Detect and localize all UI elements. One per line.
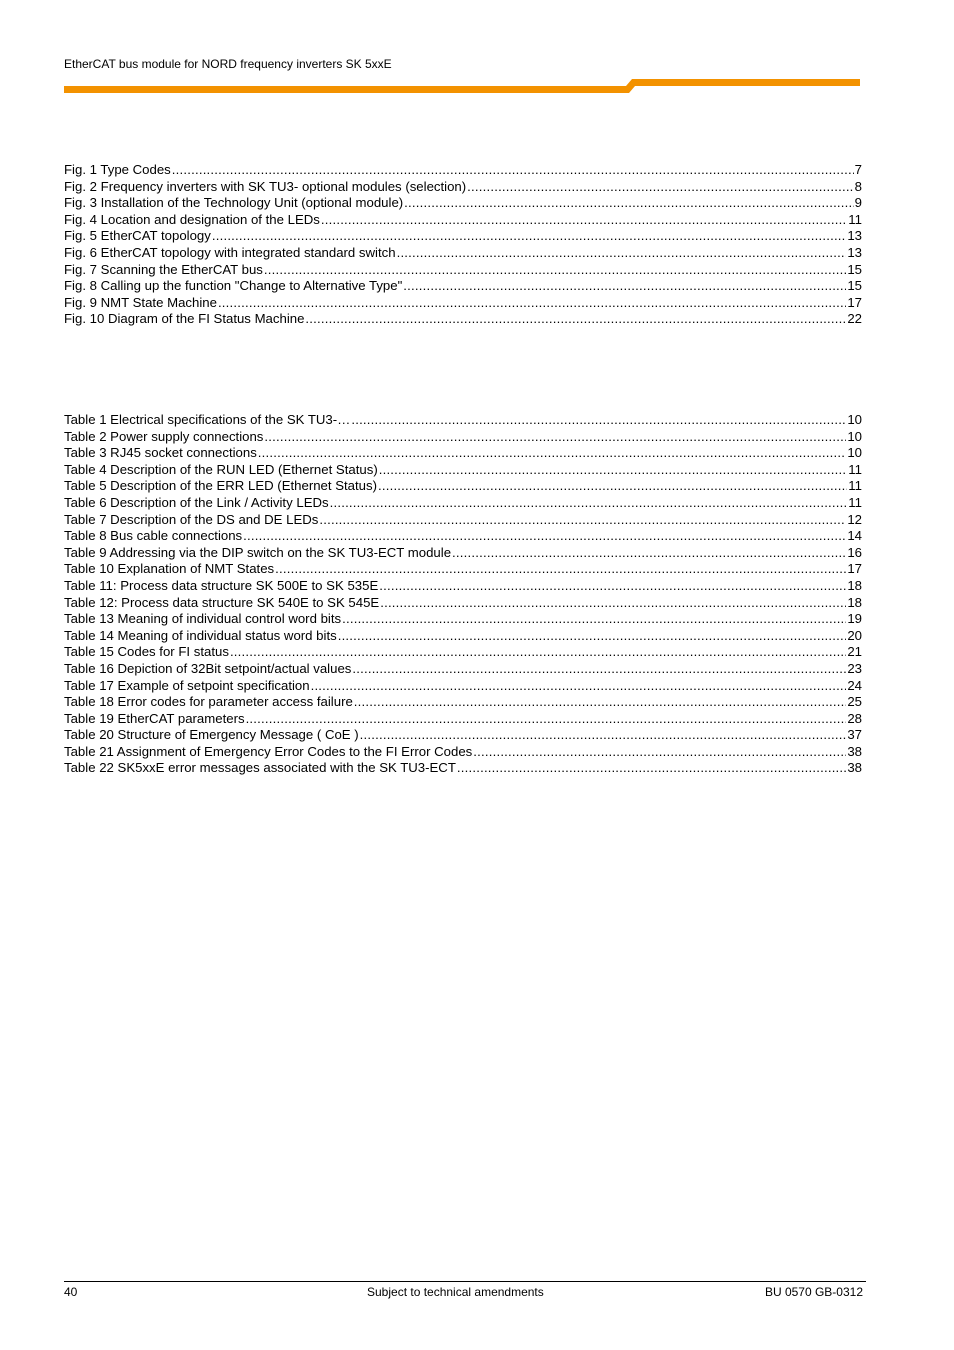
toc-entry-page: 20 — [847, 627, 862, 643]
toc-entry-table[interactable] — [64, 578, 862, 595]
toc-entry-label: Table 20 Structure of Emergency Message ( CoE ) — [64, 727, 359, 743]
toc-entry-page: 38 — [847, 743, 862, 759]
toc-entry-label: Table 3 RJ45 socket connections — [64, 445, 257, 461]
toc-leader-dots — [338, 628, 847, 645]
toc-entry-page: 8 — [854, 178, 862, 194]
list-of-tables — [64, 412, 862, 777]
toc-entry-label: Table 18 Error codes for parameter access failure — [64, 694, 353, 710]
toc-leader-dots — [311, 678, 847, 695]
toc-entry-label: Table 8 Bus cable connections — [64, 528, 243, 544]
toc-entry-table[interactable] — [64, 628, 862, 645]
toc-entry-label: Fig. 9 NMT State Machine — [64, 294, 217, 310]
toc-entry-page: 15 — [847, 261, 862, 277]
toc-leader-dots — [212, 228, 846, 245]
toc-entry-table[interactable] — [64, 678, 862, 695]
toc-entry-label: Fig. 8 Calling up the function "Change to Alternative Type" — [64, 278, 403, 294]
toc-entry-table[interactable] — [64, 595, 862, 612]
toc-entry-page: 7 — [854, 162, 862, 177]
toc-entry-page: 12 — [847, 511, 862, 527]
toc-entry-label: Fig. 10 Diagram of the FI Status Machine — [64, 311, 305, 327]
toc-entry-page: 22 — [847, 311, 862, 327]
toc-entry-label: Fig. 6 EtherCAT topology with integrated standard switch — [64, 244, 396, 260]
toc-entry-label: Fig. 3 Installation of the Technology Unit (optional module) — [64, 195, 404, 211]
toc-entry-figure[interactable] — [64, 228, 862, 245]
toc-entry-page: 23 — [847, 660, 862, 676]
toc-leader-dots — [218, 295, 846, 312]
toc-entry-page: 11 — [848, 211, 862, 227]
footer-page-number: 40 — [64, 1285, 78, 1299]
toc-entry-label: Table 12: Process data structure SK 540E to SK 545E — [64, 594, 380, 610]
toc-leader-dots — [246, 711, 847, 728]
toc-leader-dots — [305, 311, 846, 328]
toc-leader-dots — [404, 195, 853, 212]
footer-document-id: BU 0570 GB-0312 — [764, 1285, 863, 1299]
toc-entry-label: Fig. 2 Frequency inverters with SK TU3- optional modules (selection) — [64, 178, 467, 194]
header-accent-bar — [64, 79, 860, 95]
toc-leader-dots — [379, 578, 846, 595]
accent-bar-shape — [64, 79, 860, 93]
toc-entry-figure[interactable] — [64, 295, 862, 312]
toc-entry-page: 10 — [847, 428, 862, 444]
toc-leader-dots — [258, 445, 847, 462]
toc-leader-dots — [467, 179, 854, 196]
toc-entry-table[interactable] — [64, 661, 862, 678]
toc-leader-dots — [264, 262, 846, 279]
toc-entry-table[interactable] — [64, 512, 862, 529]
toc-entry-page: 9 — [854, 195, 862, 211]
toc-entry-label: Table 13 Meaning of individual control word bits — [64, 611, 342, 627]
toc-entry-table[interactable] — [64, 744, 862, 761]
toc-leader-dots — [243, 528, 846, 545]
toc-entry-table[interactable] — [64, 495, 862, 512]
toc-entry-label: Table 1 Electrical specifications of the SK TU3-… — [64, 412, 351, 427]
toc-entry-label: Fig. 5 EtherCAT topology — [64, 228, 211, 244]
toc-entry-page: 11 — [848, 494, 862, 510]
toc-entry-table[interactable] — [64, 644, 862, 661]
toc-entry-table[interactable] — [64, 561, 862, 578]
toc-leader-dots — [275, 561, 846, 578]
toc-entry-figure[interactable] — [64, 179, 862, 196]
toc-leader-dots — [378, 478, 847, 495]
toc-entry-page: 17 — [847, 561, 862, 577]
toc-entry-page: 14 — [847, 528, 862, 544]
toc-entry-label: Table 17 Example of setpoint specification — [64, 677, 310, 693]
toc-entry-label: Fig. 7 Scanning the EtherCAT bus — [64, 261, 263, 277]
toc-entry-page: 28 — [847, 710, 862, 726]
toc-leader-dots — [380, 595, 846, 612]
toc-entry-figure[interactable] — [64, 245, 862, 262]
toc-entry-label: Table 4 Description of the RUN LED (Ethernet Status) — [64, 461, 378, 477]
toc-entry-figure[interactable] — [64, 212, 862, 229]
toc-entry-label: Table 10 Explanation of NMT States — [64, 561, 275, 577]
toc-entry-table[interactable] — [64, 760, 862, 777]
toc-entry-page: 13 — [847, 244, 862, 260]
toc-entry-page: 17 — [847, 294, 862, 310]
list-of-figures — [64, 162, 862, 328]
toc-entry-figure[interactable] — [64, 262, 862, 279]
toc-entry-table[interactable] — [64, 711, 862, 728]
toc-leader-dots — [321, 212, 847, 229]
toc-entry-page: 21 — [847, 644, 862, 660]
toc-entry-figure[interactable] — [64, 162, 862, 179]
toc-entry-label: Table 5 Description of the ERR LED (Ethernet Status) — [64, 478, 377, 494]
toc-entry-table[interactable] — [64, 694, 862, 711]
toc-entry-page: 16 — [847, 544, 862, 560]
toc-entry-page: 13 — [847, 228, 862, 244]
toc-leader-dots — [172, 162, 854, 179]
toc-leader-dots — [457, 760, 846, 777]
toc-leader-dots — [330, 495, 848, 512]
document-header-title: EtherCAT bus module for NORD frequency inverters SK 5xxE — [64, 57, 392, 71]
footer-rule — [64, 1281, 866, 1282]
toc-entry-label: Table 16 Depiction of 32Bit setpoint/actual values — [64, 660, 352, 676]
toc-leader-dots — [352, 661, 846, 678]
toc-leader-dots — [403, 278, 846, 295]
toc-entry-label: Table 9 Addressing via the DIP switch on the SK TU3-ECT module — [64, 544, 452, 560]
toc-entry-table[interactable] — [64, 412, 862, 429]
toc-entry-page: 18 — [847, 594, 862, 610]
toc-entry-label: Table 14 Meaning of individual status word bits — [64, 627, 337, 643]
toc-entry-page: 11 — [848, 461, 862, 477]
toc-leader-dots — [264, 429, 846, 446]
toc-leader-dots — [354, 694, 847, 711]
toc-entry-page: 25 — [847, 694, 862, 710]
toc-entry-table[interactable] — [64, 445, 862, 462]
toc-entry-page: 24 — [847, 677, 862, 693]
toc-leader-dots — [230, 644, 846, 661]
toc-entry-label: Table 21 Assignment of Emergency Error Codes to the FI Error Codes — [64, 743, 473, 759]
toc-entry-figure[interactable] — [64, 195, 862, 212]
toc-entry-page: 19 — [847, 611, 862, 627]
toc-entry-label: Table 6 Description of the Link / Activity LEDs — [64, 494, 329, 510]
toc-entry-table[interactable] — [64, 545, 862, 562]
toc-leader-dots — [351, 412, 846, 429]
toc-entry-page: 38 — [847, 760, 862, 776]
toc-entry-label: Fig. 4 Location and designation of the LEDs — [64, 211, 320, 227]
toc-entry-label: Table 11: Process data structure SK 500E to SK 535E — [64, 577, 379, 593]
footer-amendments-note: Subject to technical amendments — [367, 1285, 544, 1299]
toc-entry-table[interactable] — [64, 478, 862, 495]
toc-entry-table[interactable] — [64, 429, 862, 446]
toc-entry-label: Table 7 Description of the DS and DE LEDs — [64, 511, 319, 527]
toc-leader-dots — [342, 611, 846, 628]
toc-leader-dots — [319, 512, 846, 529]
toc-entry-table[interactable] — [64, 611, 862, 628]
toc-entry-page: 10 — [847, 412, 862, 427]
toc-entry-label: Table 19 EtherCAT parameters — [64, 710, 245, 726]
toc-entry-figure[interactable] — [64, 311, 862, 328]
toc-entry-page: 37 — [847, 727, 862, 743]
toc-entry-figure[interactable] — [64, 278, 862, 295]
toc-entry-page: 11 — [848, 478, 862, 494]
toc-entry-label: Table 15 Codes for FI status — [64, 644, 229, 660]
toc-leader-dots — [360, 727, 847, 744]
toc-entry-page: 18 — [847, 577, 862, 593]
toc-entry-label: Fig. 1 Type Codes — [64, 162, 171, 177]
toc-leader-dots — [473, 744, 846, 761]
toc-entry-table[interactable] — [64, 462, 862, 479]
toc-leader-dots — [379, 462, 848, 479]
toc-entry-label: Table 22 SK5xxE error messages associated with the SK TU3-ECT — [64, 760, 456, 776]
toc-leader-dots — [397, 245, 847, 262]
toc-entry-table[interactable] — [64, 727, 862, 744]
toc-entry-page: 15 — [847, 278, 862, 294]
toc-entry-label: Table 2 Power supply connections — [64, 428, 264, 444]
toc-entry-table[interactable] — [64, 528, 862, 545]
toc-entry-page: 10 — [847, 445, 862, 461]
toc-leader-dots — [452, 545, 846, 562]
